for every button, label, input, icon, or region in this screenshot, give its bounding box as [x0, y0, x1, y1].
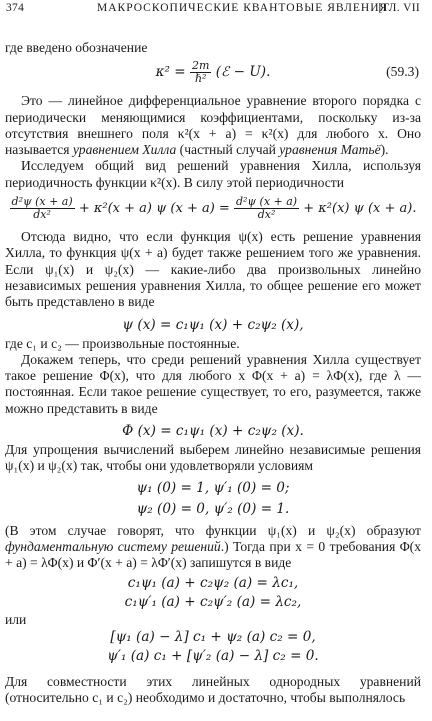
running-title: МАКРОСКОПИЧЕСКИЕ КВАНТОВЫЕ ЯВЛЕНИЯ — [97, 2, 389, 14]
fraction-numerator: d²ψ (x + a) — [11, 195, 73, 209]
equation-phi: Φ (x) = c₁ψ₁ (x) + c₂ψ₂ (x). — [122, 423, 304, 440]
fraction-numerator: 2m — [191, 59, 210, 73]
fraction — [10, 196, 75, 221]
equation-periodicity — [5, 193, 421, 225]
paragraph: или — [5, 611, 27, 627]
equation-line: c₁ψ′₁ (a) + c₂ψ′₂ (a) = λc₂, — [124, 593, 302, 610]
equation-part: + κ²(x + a) ψ (x + a) = — [78, 201, 230, 217]
equation-general-solution: ψ (x) = c₁ψ₁ (x) + c₂ψ₂ (x), — [122, 316, 304, 333]
equation-system — [5, 574, 421, 612]
paragraph: Отсюда видно, что если функция ψ(x) есть решение уравнения Хилла, то функция ψ(x + a) будет также решением того же уравнения. Если ψ₁(x) и ψ₂(x) — какие-либо два произвольных линейно независимых решения уравнения Хилла, то общее решение его может быть представлено в виде — [5, 229, 421, 310]
paragraph: Для упрощения вычислений выберем линейно независимые решения ψ₁(x) и ψ₂(x) так, чтобы они удовлетворяли условиям — [5, 442, 421, 474]
fraction — [234, 196, 299, 221]
paragraph: где c₁ и c₂ — произвольные постоянные. — [5, 335, 240, 351]
text: ). — [380, 142, 389, 158]
fraction-denominator: dx² — [33, 208, 51, 222]
fraction — [190, 60, 211, 85]
paragraph: Исследуем общий вид решений уравнения Хилла, используя периодичность функции κ²(x). В силу этой периодичности — [5, 158, 421, 190]
text: Это — линейное дифференциальное уравнение второго порядка с периодически меняющимися коэффициентами, поскольку из-за отсутствия внешнего поля κ²(x + a) = κ²(x) для любого x. Оно называется — [5, 93, 421, 158]
equation-line: ψ₁ (0) = 1, ψ′₁ (0) = 0; — [136, 479, 290, 496]
fraction-denominator: dx² — [257, 208, 276, 222]
page-number: 374 — [6, 2, 25, 14]
equation-lhs: κ² = — [155, 64, 186, 81]
equation-line: ψ₂ (0) = 0, ψ′₂ (0) = 1. — [136, 500, 290, 517]
chapter-label: [ГЛ. VII — [378, 2, 420, 14]
paragraph — [5, 523, 421, 572]
equation-number: (59.3) — [386, 64, 419, 80]
running-header — [5, 0, 421, 20]
equation-line: ψ′₁ (a) c₁ + [ψ′₂ (a) − λ] c₂ = 0. — [107, 647, 319, 664]
equation-59-3 — [5, 57, 421, 87]
equation-rhs: (ℰ − U). — [215, 64, 271, 81]
equation-homogeneous-system — [5, 628, 421, 666]
equation-part: + κ²(x) ψ (x + a). — [303, 201, 417, 217]
term: уравнения Матьё — [279, 142, 381, 158]
paragraph: Для совместности этих линейных однородных уравнений (относительно c₁ и c₂) необходимо и достаточно, чтобы выполнялось — [5, 673, 421, 706]
term: фундаментальную систему решений — [5, 538, 221, 554]
equation-line: [ψ₁ (a) − λ] c₁ + ψ₂ (a) c₂ = 0, — [110, 628, 316, 645]
equation-initial-conditions — [5, 478, 421, 520]
fraction-numerator: d²ψ (x + a) — [235, 195, 298, 209]
equation-line: c₁ψ₁ (a) + c₂ψ₂ (a) = λc₁, — [127, 574, 299, 591]
paragraph: где введено обозначение — [5, 40, 148, 55]
paragraph: Докажем теперь, что среди решений уравнения Хилла существует такое решение Φ(x), что для любого x Φ(x + a) = λΦ(x), где λ — постоянная. Если такое решение существует, то его, разумеется, также можно представить в виде — [5, 351, 421, 416]
text: (частный случай — [176, 142, 280, 158]
text: (В этом случае говорят, что функции ψ₁(x) и ψ₂(x) образуют — [5, 522, 421, 538]
term: уравнением Хилла — [72, 142, 177, 158]
text: .) Тогда при x = 0 требования Φ(x + a) = λΦ(x) и Φ′(x + a) = λΦ′(x) запишутся в виде — [5, 538, 421, 571]
paragraph — [5, 93, 421, 158]
fraction-denominator: ℏ² — [194, 72, 207, 86]
